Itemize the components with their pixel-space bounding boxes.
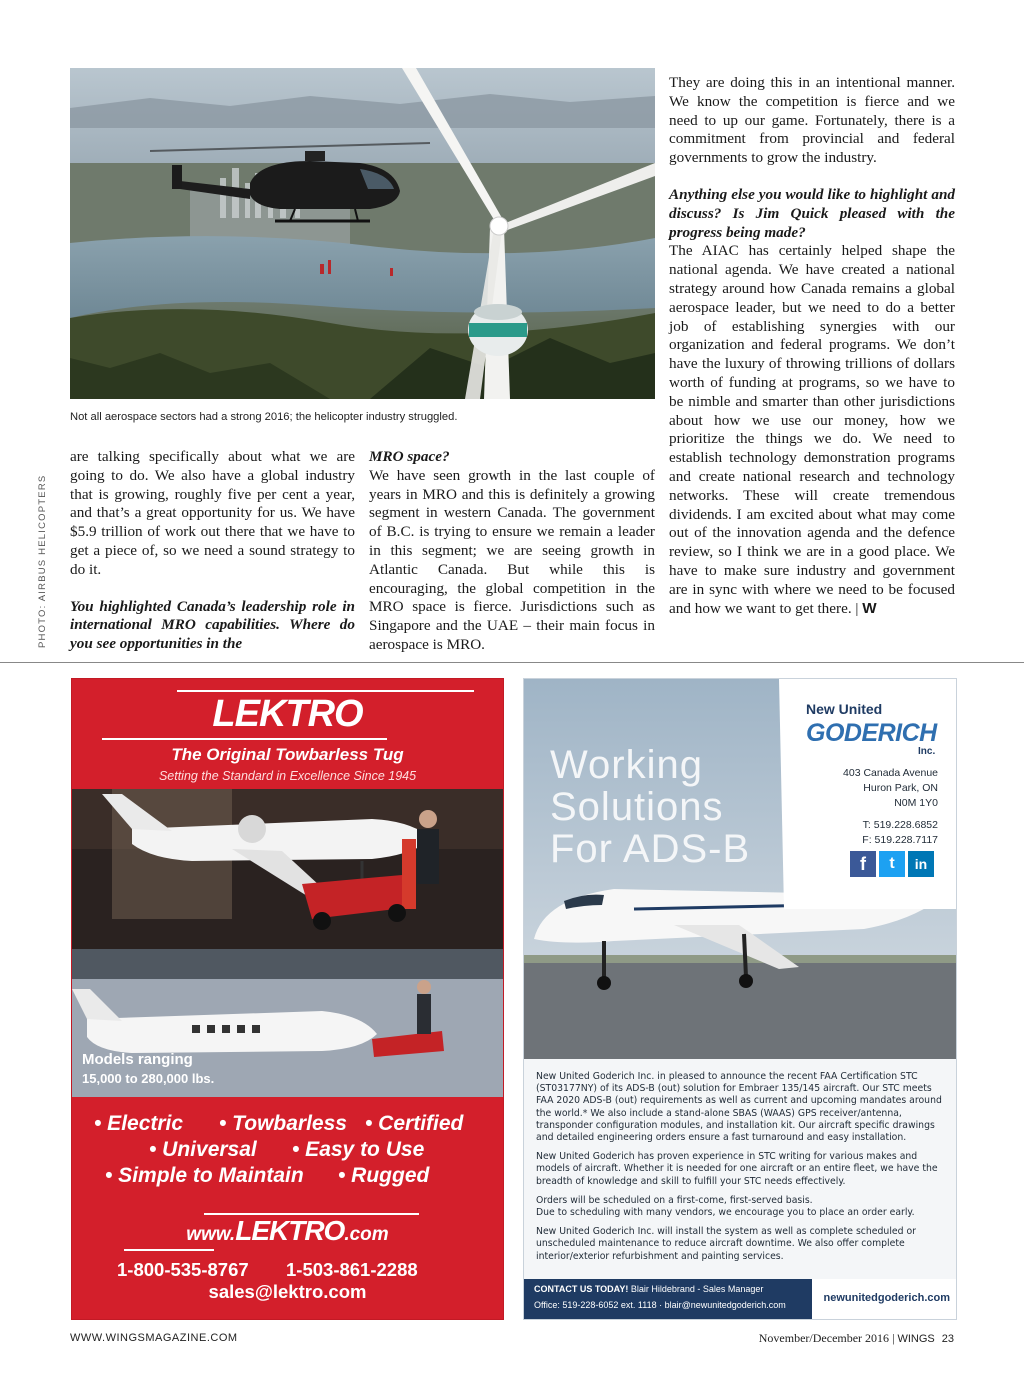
contact-line (534, 1284, 763, 1294)
article-photo (70, 68, 655, 399)
article-paragraph (669, 242, 955, 618)
article-column-3 (669, 74, 955, 618)
models-range: 15,000 to 280,000 lbs. (82, 1071, 215, 1086)
address-line-2: Huron Park, ON (863, 782, 938, 794)
photo-caption: Not all aerospace sectors had a strong 2016; the helicopter industry struggled. (70, 411, 458, 423)
contact-label: CONTACT US TODAY! (534, 1284, 629, 1294)
twitter-icon[interactable]: t (879, 851, 905, 877)
url-rule-bottom (124, 1249, 214, 1251)
fax-number: F: 519.228.7117 (862, 834, 938, 846)
models-title: Models ranging (82, 1051, 193, 1068)
magazine-name: WINGS (897, 1333, 935, 1345)
feature-electric: • Electric (94, 1112, 184, 1135)
url-suffix: .com (344, 1224, 389, 1245)
article-paragraph: They are doing this in an intentional manner. We know the competition is fierce and we need to up our game. Fortunately, there is a commitment from provincial and federal governments to grow the industry. (669, 74, 955, 167)
section-divider (0, 662, 1024, 663)
contact-name: Blair Hildebrand - Sales Manager (630, 1284, 764, 1294)
body-paragraph: New United Goderich has proven experience in STC writing for various makes and models of aircraft. Whether it is needed for one aircraft or an entire fleet, we have the breadth of knowledge and skill to fulfill your STC needs effectively. (536, 1151, 938, 1187)
article-question: Anything else you would like to highlight and discuss? Is Jim Quick pleased with the progress being made? (669, 185, 955, 241)
feature-certified: • Certified (365, 1112, 464, 1135)
phone-1[interactable]: 1-800-535-8767 (117, 1259, 249, 1280)
goderich-logo: GODERICH (806, 719, 937, 747)
feature-rugged: • Rugged (338, 1164, 430, 1187)
issue-date: November/December 2016 (758, 1331, 890, 1345)
footer-folio (759, 1331, 954, 1346)
photo-credit: PHOTO: AIRBUS HELICOPTERS (37, 474, 48, 648)
goderich-body (536, 1071, 944, 1270)
linkedin-icon[interactable]: in (908, 851, 934, 877)
phone-number[interactable]: T: 519.228.6852 (862, 819, 938, 831)
lektro-subtagline: Setting the Standard in Excellence Since 1945 (158, 769, 417, 783)
address-line-3: N0M 1Y0 (894, 797, 938, 809)
url-prefix: www. (186, 1224, 236, 1245)
body-paragraph: New United Goderich Inc. in pleased to announce the recent FAA Certification STC (ST03177NY) of its ADS-B (out) solution for Embraer 135/145 aircraft. Our STC meets FAA 2020 ADS-B (out) requirements as well as current and upcoming mandates around the world.* We also include a stand-alone SBAS (WAAS) GPS receiver/antenna, transponder configuration modules, and installation kit. Our aircraft specific drawings and detailed engineering orders ensure a fast turnaround and easy installation. (536, 1071, 942, 1144)
lektro-logo: LEKTRO (212, 693, 363, 735)
article-column-1 (70, 448, 355, 654)
body-paragraph (536, 1195, 944, 1219)
goderich-website-link[interactable]: newunitedgoderich.com (823, 1292, 950, 1304)
article-column-2 (369, 448, 655, 655)
lektro-advertisement[interactable] (71, 678, 504, 1320)
article-question: MRO space? (369, 448, 450, 465)
company-prefix: New United (806, 701, 883, 717)
feature-easy-to-use: • Easy to Use (292, 1138, 425, 1161)
headline-line-3: For ADS-B (550, 827, 751, 871)
feature-simple-to-maintain: • Simple to Maintain (105, 1164, 304, 1187)
url-brand: LEKTRO (235, 1215, 345, 1246)
phone-2[interactable]: 1-503-861-2288 (286, 1259, 418, 1280)
social-icons (850, 851, 940, 877)
headline-line-1: Working (550, 743, 703, 787)
feature-towbarless: • Towbarless (219, 1112, 347, 1135)
scheduling-line-2: Due to scheduling with many vendors, we encourage you to place an order early. (536, 1207, 915, 1219)
goderich-advertisement[interactable] (523, 678, 957, 1320)
company-suffix: Inc. (918, 746, 936, 757)
lektro-website-link[interactable] (72, 1215, 503, 1247)
contact-office[interactable]: Office: 519-228-6052 ext. 1118 · blair@newunitedgoderich.com (534, 1300, 786, 1310)
footer-website[interactable]: WWW.WINGSMAGAZINE.COM (70, 1332, 238, 1344)
page-number: 23 (941, 1333, 954, 1345)
lektro-email[interactable]: sales@lektro.com (208, 1281, 367, 1302)
helicopter-wind-turbine-photo (70, 68, 655, 399)
folio-separator: | (892, 1331, 898, 1345)
feature-universal: • Universal (149, 1138, 257, 1161)
address-line-1: 403 Canada Avenue (843, 767, 938, 779)
headline-line-2: Solutions (550, 785, 724, 829)
logo-rule-bottom (102, 738, 387, 740)
scheduling-line-1: Orders will be scheduled on a first-come, first-served basis. (536, 1194, 813, 1206)
article-paragraph: We have seen growth in the last couple of years in MRO and this is definitely a growing segment in western Canada. The government of B.C. is trying to ensure we remain a leader in this segment; we are seeing growth in Atlantic Canada. But while this is encouraging, the global competition in the MRO space is fierce. Jurisdictions such as Singapore and the UAE – their main focus in aerospace is MRO. (369, 466, 655, 653)
body-paragraph: New United Goderich Inc. will install the system as well as complete scheduled or unscheduled maintenance to reduce aircraft downtime. We also offer complete interior/exterior refurbishment and painting services. (536, 1226, 916, 1262)
facebook-icon[interactable]: f (850, 851, 876, 877)
logo-rule-top (177, 690, 474, 692)
end-mark: W (862, 599, 877, 617)
lektro-tagline: The Original Towbarless Tug (171, 745, 404, 764)
article-paragraph: are talking specifically about what we are going to do. We also have a global industry that is growing, roughly five per cent a year, and that’s a great opportunity for us. We have $5.9 trillion of work out there that we have to get a piece of, so we need a sound strategy to do it. (70, 448, 355, 578)
article-question: You highlighted Canada’s leadership role in international MRO capabilities. Where do you see opportunities in the (70, 597, 355, 653)
closing-paragraph-text: The AIAC has certainly helped shape the national agenda. We have created a national strategy around how Canada remains a global aerospace leader, but we need to do a better job of establishing synergies with our organization and federal programs. We don’t have the luxury of throwing trillions of dollars worth of funding at programs, so we have to be nimble and smarter than other jurisdictions about how we use our money, how we prioritize the things we do. We need to establish technology demonstration programs and create national research and technology networks. These will create tremendous dividends. I am excited about what may come out of the innovation agenda and the defence review, so I think we are in a good place. We have to make sure industry and government are in sync with where we need to be focused and how we want to get there. | (669, 242, 955, 617)
